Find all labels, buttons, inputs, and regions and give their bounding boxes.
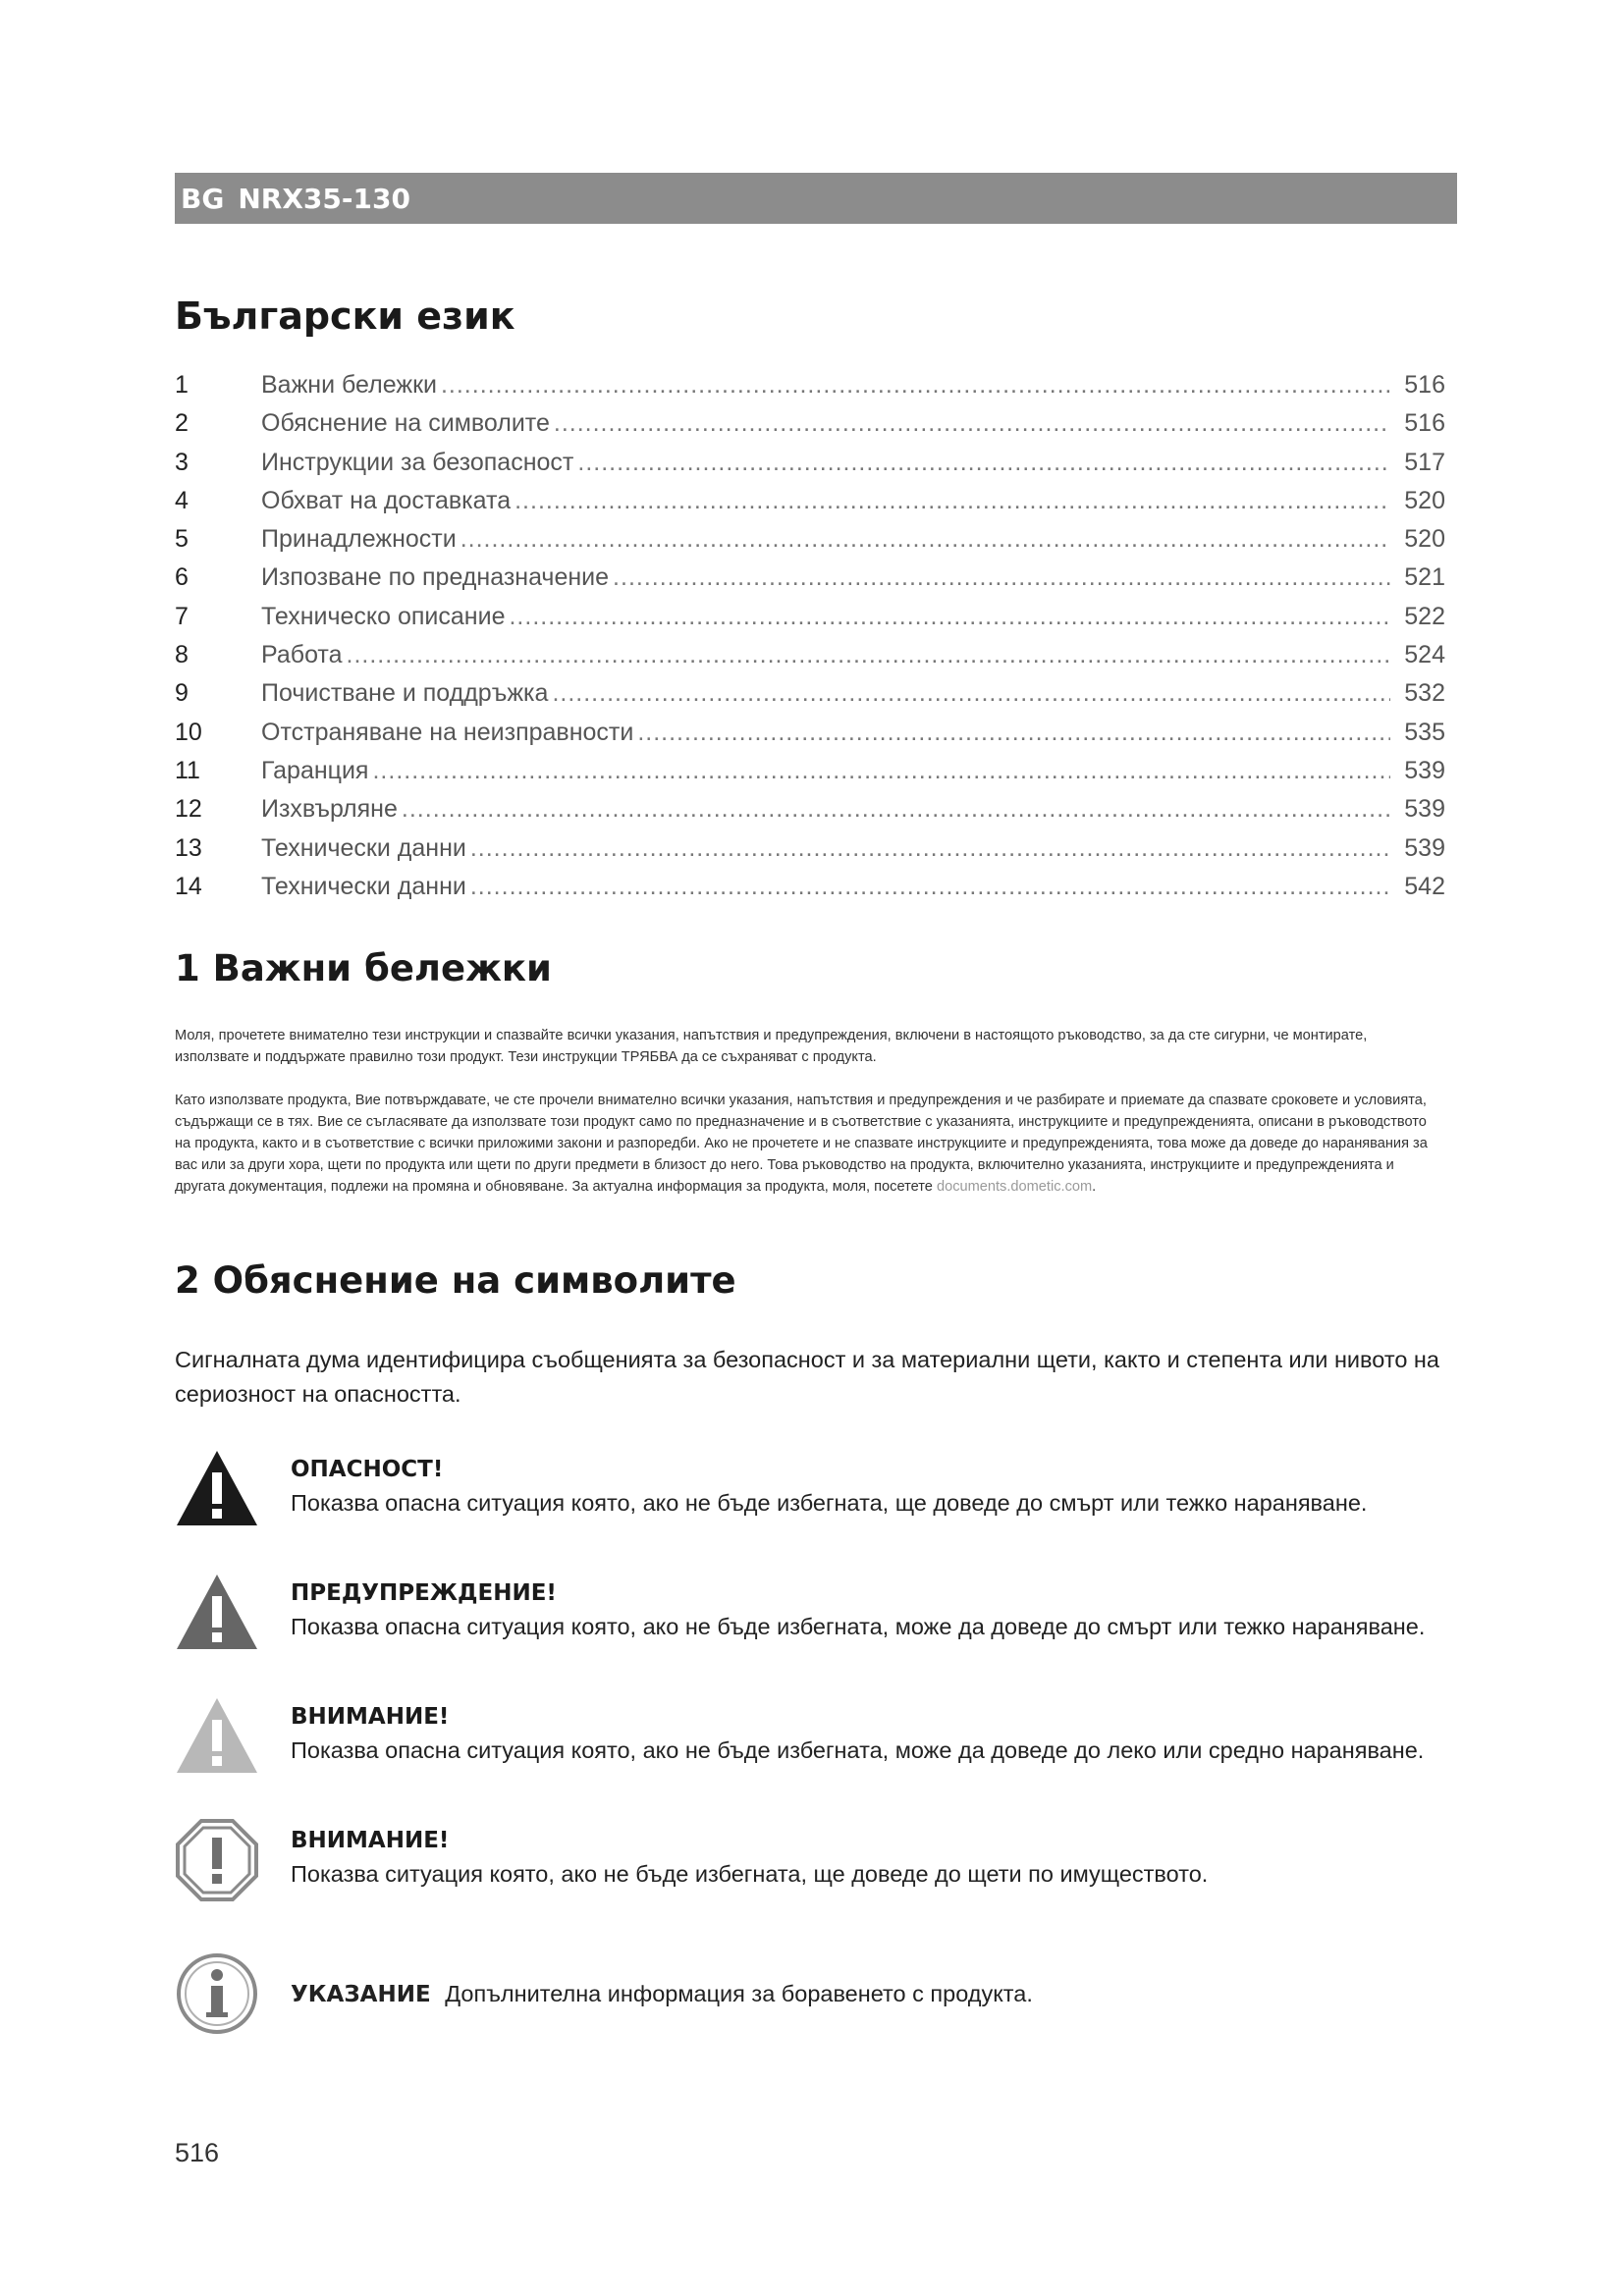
toc-dot-leader bbox=[372, 757, 1390, 785]
toc-page-number: 539 bbox=[1404, 833, 1445, 862]
caution-notice bbox=[175, 1694, 1471, 1783]
toc-label: Почистване и поддръжка bbox=[261, 679, 549, 708]
warning-triangle-icon bbox=[175, 1571, 259, 1655]
toc-label: Технически данни bbox=[261, 833, 466, 862]
warning-notice bbox=[175, 1571, 1471, 1659]
toc-label: Принадлежности bbox=[261, 525, 457, 554]
warning-title: ПРЕДУПРЕЖДЕНИЕ! bbox=[291, 1580, 557, 1606]
header-bar bbox=[175, 173, 1457, 224]
toc-row[interactable] bbox=[175, 563, 1451, 602]
toc-label: Важни бележки bbox=[261, 371, 437, 399]
toc-number: 7 bbox=[175, 602, 189, 630]
danger-triangle-icon bbox=[175, 1447, 259, 1531]
section-1-paragraph-1: Моля, прочетете внимателно тези инструкции и спазвайте всички указания, напътствия и предупреждения, включени в настоящото ръководство, за да сте сигурни, че монтирате, използвате и поддържате правилно този продукт. Тези инструкции ТРЯБВА да се съхраняват с продукта. bbox=[175, 1028, 1368, 1065]
toc-row[interactable] bbox=[175, 719, 1451, 757]
toc-page-number: 532 bbox=[1404, 679, 1445, 708]
toc-dot-leader bbox=[441, 371, 1390, 400]
toc-number: 3 bbox=[175, 448, 189, 476]
paragraph-text: Като използвате продукта, Вие потвърждавате, че сте прочели внимателно всички указания, напътствия и предупреждения и че разбирате и приемате да спазвате сроковете и условията, съдържащи се в тях. Вие се съгласявате да използвате този продукт само по предназначение и в съответствие с указанията, инструкциите и предупрежденията, описани в ръководството на продукта, както и в съответствие с всички приложими закони и разпоредби. Ако не прочетете и не спазвате инструкциите и предупрежденията, това може да доведе до наранявания за вас или за други хора, щети по продукта или щети по други предмети в близост до него. Това ръководство на продукта, включително указанията, инструкциите и предупрежденията и другата документация, подлежи на промяна и обновяване. За актуална информация за продукта, моля, посетете bbox=[175, 1093, 1428, 1195]
language-code: BG bbox=[181, 182, 225, 215]
note-line bbox=[291, 1981, 1033, 2007]
toc-row[interactable] bbox=[175, 371, 1451, 409]
toc-label: Гаранция bbox=[261, 756, 369, 784]
toc-page-number: 520 bbox=[1404, 525, 1445, 554]
toc-number: 14 bbox=[175, 872, 202, 900]
toc-number: 5 bbox=[175, 525, 189, 554]
toc-row[interactable] bbox=[175, 834, 1451, 873]
toc-row[interactable] bbox=[175, 525, 1451, 563]
toc-dot-leader bbox=[554, 409, 1390, 438]
toc-dot-leader bbox=[637, 719, 1390, 747]
toc-label: Технически данни bbox=[261, 872, 466, 900]
toc-row[interactable] bbox=[175, 873, 1451, 911]
toc-dot-leader bbox=[347, 641, 1391, 669]
notice-octagon-icon bbox=[175, 1818, 259, 1902]
toc-row[interactable] bbox=[175, 757, 1451, 795]
toc-dot-leader bbox=[509, 603, 1390, 631]
toc-dot-leader bbox=[577, 449, 1390, 477]
toc-page-number: 520 bbox=[1404, 486, 1445, 514]
caution-triangle-icon bbox=[175, 1694, 259, 1779]
danger-text: Показва опасна ситуация която, ако не бъде избегната, ще доведе до смърт или тежко нараняване. bbox=[291, 1490, 1368, 1516]
property-notice bbox=[175, 1818, 1471, 1906]
toc-number: 4 bbox=[175, 486, 189, 514]
toc-label: Инструкции за безопасност bbox=[261, 448, 574, 476]
property-title: ВНИМАНИЕ! bbox=[291, 1828, 450, 1853]
toc-label: Обяснение на символите bbox=[261, 409, 550, 438]
toc-dot-leader bbox=[613, 563, 1390, 592]
toc-number: 6 bbox=[175, 563, 189, 592]
toc-label: Техническо описание bbox=[261, 602, 506, 630]
toc-page-number: 516 bbox=[1404, 371, 1445, 399]
toc-number: 13 bbox=[175, 833, 202, 862]
toc-page-number: 539 bbox=[1404, 795, 1445, 824]
note-notice bbox=[175, 1951, 1471, 2040]
toc-number: 2 bbox=[175, 409, 189, 438]
toc-page-number: 517 bbox=[1404, 448, 1445, 476]
section-2-heading: 2 Обяснение на символите bbox=[175, 1259, 736, 1302]
toc-page-number: 535 bbox=[1404, 718, 1445, 746]
toc-label: Отстраняване на неизправности bbox=[261, 718, 634, 746]
model-name: NRX35-130 bbox=[238, 182, 410, 215]
toc-number: 12 bbox=[175, 795, 202, 824]
toc-row[interactable] bbox=[175, 679, 1451, 718]
documents-link[interactable]: documents.dometic.com bbox=[936, 1179, 1093, 1195]
toc-row[interactable] bbox=[175, 409, 1451, 448]
toc-number: 1 bbox=[175, 371, 189, 399]
toc-label: Обхват на доставката bbox=[261, 486, 512, 514]
toc-label: Изхвърляне bbox=[261, 795, 398, 824]
toc-row[interactable] bbox=[175, 641, 1451, 679]
page-number: 516 bbox=[175, 2138, 220, 2167]
toc-page-number: 542 bbox=[1404, 872, 1445, 900]
toc-page-number: 521 bbox=[1404, 563, 1445, 592]
toc-label: Работа bbox=[261, 641, 343, 669]
caution-text: Показва опасна ситуация която, ако не бъде избегната, може да доведе до леко или средно нараняване. bbox=[291, 1737, 1425, 1763]
toc-number: 10 bbox=[175, 718, 202, 746]
note-text: Допълнителна информация за боравенето с продукта. bbox=[445, 1981, 1033, 2006]
toc-number: 11 bbox=[175, 756, 200, 784]
toc-page-number: 516 bbox=[1404, 409, 1445, 438]
info-circle-icon bbox=[175, 1951, 259, 2036]
caution-title: ВНИМАНИЕ! bbox=[291, 1704, 450, 1730]
toc-page-number: 524 bbox=[1404, 641, 1445, 669]
toc-dot-leader bbox=[552, 679, 1390, 708]
period: . bbox=[1092, 1179, 1097, 1195]
toc-row[interactable] bbox=[175, 449, 1451, 487]
note-label: УКАЗАНИЕ bbox=[291, 1982, 431, 2007]
toc-row[interactable] bbox=[175, 487, 1451, 525]
toc-page-number: 539 bbox=[1404, 756, 1445, 784]
toc-row[interactable] bbox=[175, 603, 1451, 641]
page-title: Български език bbox=[175, 294, 515, 338]
toc-label: Изпозване по предназначение bbox=[261, 563, 610, 592]
toc-dot-leader bbox=[514, 487, 1390, 515]
property-text: Показва ситуация която, ако не бъде избегната, ще доведе до щети по имуществото. bbox=[291, 1861, 1209, 1887]
toc-dot-leader bbox=[470, 834, 1390, 863]
toc-dot-leader bbox=[460, 525, 1390, 554]
section-1-paragraph-2 bbox=[175, 1090, 1441, 1198]
toc-page-number: 522 bbox=[1404, 602, 1445, 630]
table-of-contents bbox=[175, 371, 1451, 911]
toc-dot-leader bbox=[402, 795, 1390, 824]
danger-title: ОПАСНОСТ! bbox=[291, 1457, 444, 1482]
danger-notice bbox=[175, 1447, 1471, 1535]
toc-number: 9 bbox=[175, 679, 189, 708]
toc-number: 8 bbox=[175, 641, 189, 669]
section-1-heading: 1 Важни бележки bbox=[175, 947, 552, 989]
section-2-intro: Сигналната дума идентифицира съобщенията за безопасност и за материални щети, както и степента или нивото на сериозност на опасността. bbox=[175, 1347, 1439, 1407]
toc-row[interactable] bbox=[175, 795, 1451, 833]
toc-dot-leader bbox=[470, 873, 1390, 901]
warning-text: Показва опасна ситуация която, ако не бъде избегната, може да доведе до смърт или тежко нараняване. bbox=[291, 1614, 1426, 1639]
